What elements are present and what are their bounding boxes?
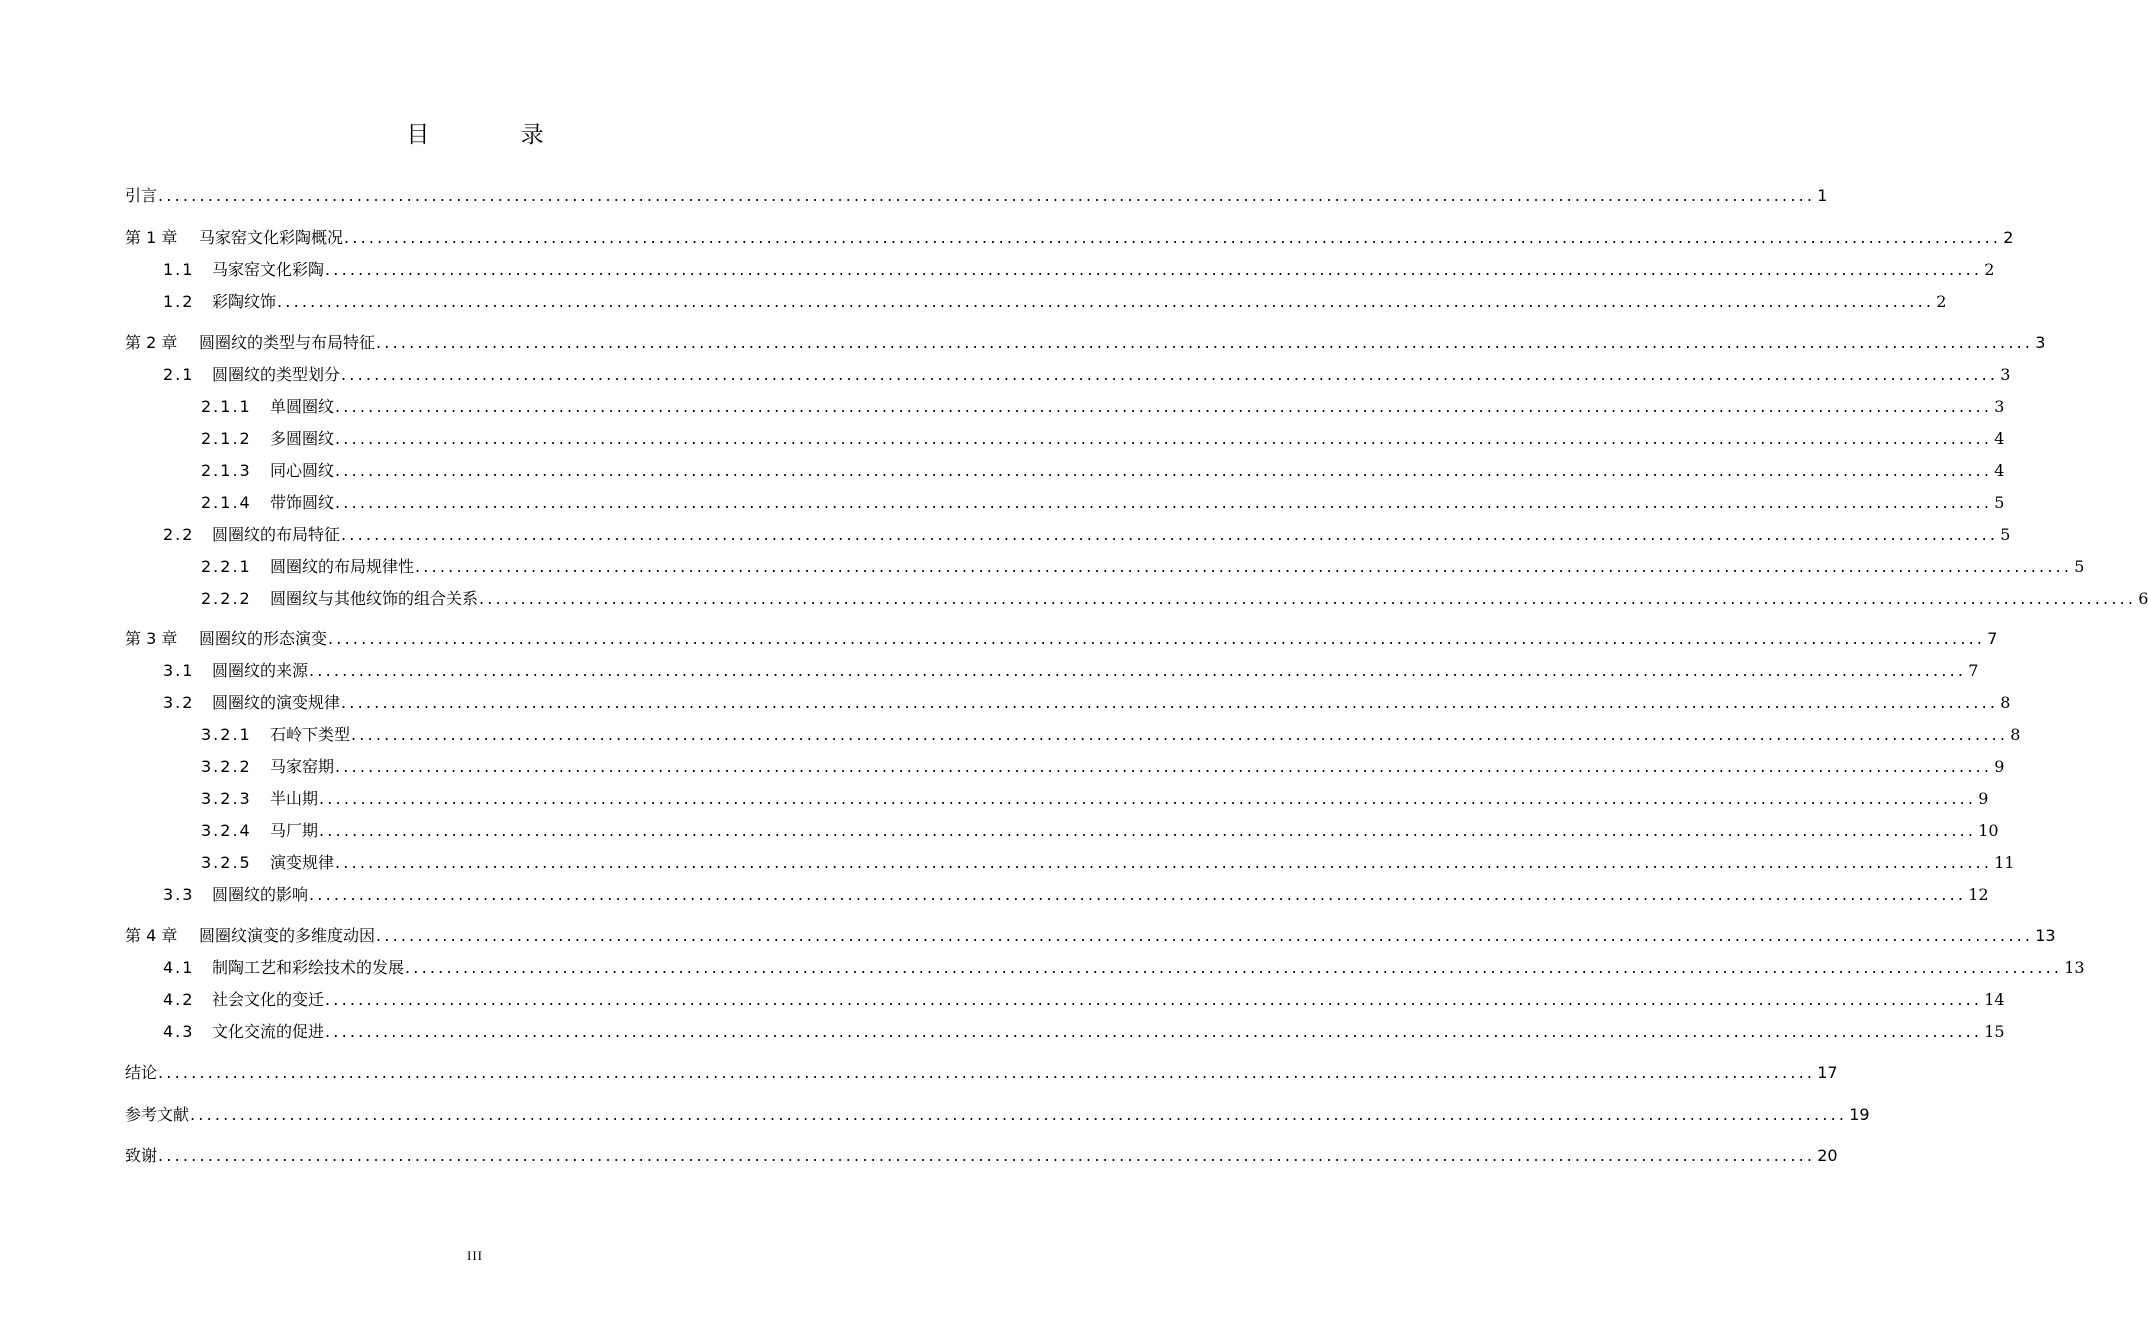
toc-entry-number: 4.1 <box>163 958 195 977</box>
toc-entry-number: 3.2.4 <box>201 821 252 840</box>
toc-entry-page-number: 17 <box>1817 1063 1838 1082</box>
toc-dot-leader: ........................................................................................................................................................................................................ <box>335 853 1993 872</box>
toc-entry[interactable] <box>125 627 1998 651</box>
toc-entry-number: 第 1 章 <box>125 228 178 247</box>
toc-entry-label: 参考文献 <box>125 1105 190 1124</box>
toc-entry-page-number: 20 <box>1817 1146 1838 1165</box>
toc-entry[interactable] <box>125 331 2046 355</box>
toc-entry-page-number: 7 <box>1968 661 1979 680</box>
toc-entry[interactable] <box>201 555 2085 579</box>
toc-entry-page-number: 8 <box>2010 725 2021 744</box>
toc-entry-label: 半山期 <box>270 789 319 808</box>
toc-dot-leader: ........................................................................................................................................................................................................ <box>328 629 1986 648</box>
toc-entry-page-number: 7 <box>1987 629 1998 648</box>
toc-entry-label: 马家窑文化彩陶概况 <box>199 228 344 247</box>
toc-entry[interactable] <box>201 395 2005 419</box>
toc-entry-page-number: 3 <box>2000 365 2011 384</box>
toc-entry[interactable] <box>201 851 2015 875</box>
toc-entry-number: 3.2.2 <box>201 757 252 776</box>
toc-entry-number: 3.2 <box>163 693 195 712</box>
toc-entry-page-number: 5 <box>2074 557 2085 576</box>
toc-dot-leader: ........................................................................................................................................................................................................ <box>479 589 2137 608</box>
toc-entry-page-number: 8 <box>2000 693 2011 712</box>
toc-dot-leader: ........................................................................................................................................................................................................ <box>335 461 1993 480</box>
toc-entry[interactable] <box>163 883 1989 907</box>
toc-entry-page-number: 1 <box>1817 186 1828 205</box>
toc-entry-label: 圆圈纹的演变规律 <box>212 693 341 712</box>
toc-dot-leader: ........................................................................................................................................................................................................ <box>325 990 1983 1009</box>
toc-entry-page-number: 19 <box>1849 1105 1870 1124</box>
toc-entry-number: 2.1.2 <box>201 429 252 448</box>
toc-dot-leader: ........................................................................................................................................................................................................ <box>309 885 1967 904</box>
toc-entry-number: 2.1.1 <box>201 397 252 416</box>
page-number-footer: III <box>467 1248 483 1263</box>
toc-entry[interactable] <box>163 659 1979 683</box>
toc-entry-page-number: 9 <box>1978 789 1989 808</box>
toc-entry[interactable] <box>125 226 2014 250</box>
toc-entry-label: 带饰圆纹 <box>270 493 335 512</box>
toc-dot-leader: ........................................................................................................................................................................................................ <box>325 260 1983 279</box>
toc-dot-leader: ........................................................................................................................................................................................................ <box>415 557 2073 576</box>
toc-entry-page-number: 12 <box>1968 885 1989 904</box>
toc-entry-page-number: 5 <box>1994 493 2005 512</box>
toc-entry-label: 圆圈纹与其他纹饰的组合关系 <box>270 589 479 608</box>
toc-entry-number: 3.2.3 <box>201 789 252 808</box>
toc-entry[interactable] <box>163 523 2011 547</box>
toc-entry-label: 演变规律 <box>270 853 335 872</box>
toc-entry-page-number: 14 <box>1984 990 2005 1009</box>
toc-entry[interactable] <box>125 924 2056 948</box>
toc-dot-leader: ........................................................................................................................................................................................................ <box>344 228 2002 247</box>
toc-dot-leader: ........................................................................................................................................................................................................ <box>158 1146 1816 1165</box>
toc-dot-leader: ........................................................................................................................................................................................................ <box>190 1105 1848 1124</box>
toc-entry[interactable] <box>201 587 2148 611</box>
toc-dot-leader: ........................................................................................................................................................................................................ <box>335 429 1993 448</box>
toc-entry-number: 3.3 <box>163 885 195 904</box>
toc-entry-label: 马家窑文化彩陶 <box>212 260 325 279</box>
toc-dot-leader: ........................................................................................................................................................................................................ <box>319 821 1977 840</box>
toc-entry-number: 4.2 <box>163 990 195 1009</box>
toc-entry-label: 结论 <box>125 1063 158 1082</box>
toc-dot-leader: ........................................................................................................................................................................................................ <box>341 365 1999 384</box>
toc-entry-page-number: 13 <box>2035 926 2056 945</box>
toc-entry[interactable] <box>201 755 2005 779</box>
toc-entry-number: 2.1.4 <box>201 493 252 512</box>
toc-dot-leader: ........................................................................................................................................................................................................ <box>158 1063 1816 1082</box>
toc-entry-page-number: 13 <box>2064 958 2085 977</box>
toc-entry[interactable] <box>201 819 1999 843</box>
toc-entry-page-number: 15 <box>1984 1022 2005 1041</box>
toc-entry-label: 圆圈纹演变的多维度动因 <box>199 926 376 945</box>
toc-entry[interactable] <box>201 723 2021 747</box>
toc-entry-number: 3.2.5 <box>201 853 252 872</box>
toc-entry-number: 2.2 <box>163 525 195 544</box>
toc-entry-number: 2.1.3 <box>201 461 252 480</box>
toc-entry-label: 引言 <box>125 186 158 205</box>
toc-entry[interactable] <box>125 1103 1870 1127</box>
toc-entry-label: 圆圈纹的影响 <box>212 885 309 904</box>
toc-entry-page-number: 3 <box>2035 333 2046 352</box>
toc-entry-label: 圆圈纹的类型划分 <box>212 365 341 384</box>
toc-entry-page-number: 4 <box>1994 461 2005 480</box>
toc-entry-number: 2.2.2 <box>201 589 252 608</box>
toc-entry-number: 1.1 <box>163 260 195 279</box>
page-title: 目 录 <box>406 122 586 148</box>
toc-entry-number: 第 3 章 <box>125 629 178 648</box>
toc-entry-number: 1.2 <box>163 292 195 311</box>
toc-entry-label: 石岭下类型 <box>270 725 351 744</box>
toc-entry-label: 圆圈纹的布局规律性 <box>270 557 415 576</box>
toc-entry[interactable] <box>163 258 1995 282</box>
toc-entry-page-number: 6 <box>2138 589 2148 608</box>
toc-entry-page-number: 9 <box>1994 757 2005 776</box>
toc-entry-page-number: 5 <box>2000 525 2011 544</box>
toc-entry-label: 单圆圈纹 <box>270 397 335 416</box>
toc-entry[interactable] <box>125 1061 1838 1085</box>
toc-entry-page-number: 4 <box>1994 429 2005 448</box>
toc-entry[interactable] <box>201 459 2005 483</box>
toc-entry[interactable] <box>163 956 2085 980</box>
toc-entry-label: 彩陶纹饰 <box>212 292 277 311</box>
toc-entry-number: 3.1 <box>163 661 195 680</box>
toc-entry-page-number: 2 <box>2003 228 2014 247</box>
toc-entry-page-number: 2 <box>1984 260 1995 279</box>
toc-entry-label: 圆圈纹的来源 <box>212 661 309 680</box>
toc-dot-leader: ........................................................................................................................................................................................................ <box>351 725 2009 744</box>
toc-entry-label: 圆圈纹的类型与布局特征 <box>199 333 376 352</box>
toc-entry-number: 2.2.1 <box>201 557 252 576</box>
toc-dot-leader: ........................................................................................................................................................................................................ <box>325 1022 1983 1041</box>
toc-dot-leader: ........................................................................................................................................................................................................ <box>341 525 1999 544</box>
toc-dot-leader: ........................................................................................................................................................................................................ <box>341 693 1999 712</box>
toc-entry[interactable] <box>125 184 1828 208</box>
toc-dot-leader: ........................................................................................................................................................................................................ <box>309 661 1967 680</box>
toc-entry[interactable] <box>163 363 2011 387</box>
toc-entry-number: 3.2.1 <box>201 725 252 744</box>
toc-entry[interactable] <box>201 787 1989 811</box>
toc-entry-label: 马家窑期 <box>270 757 335 776</box>
toc-entry-page-number: 10 <box>1978 821 1999 840</box>
toc-dot-leader: ........................................................................................................................................................................................................ <box>376 333 2034 352</box>
toc-entry-number: 2.1 <box>163 365 195 384</box>
toc-dot-leader: ........................................................................................................................................................................................................ <box>277 292 1935 311</box>
toc-entry[interactable] <box>163 988 2005 1012</box>
toc-entry-label: 文化交流的促进 <box>212 1022 325 1041</box>
toc-entry-label: 马厂期 <box>270 821 319 840</box>
toc-entry[interactable] <box>201 491 2005 515</box>
toc-entry-number: 第 2 章 <box>125 333 178 352</box>
toc-entry-page-number: 2 <box>1936 292 1947 311</box>
toc-entry[interactable] <box>125 1144 1838 1168</box>
toc-dot-leader: ........................................................................................................................................................................................................ <box>319 789 1977 808</box>
toc-entry[interactable] <box>163 691 2011 715</box>
toc-entry-page-number: 11 <box>1994 853 2015 872</box>
toc-entry-label: 致谢 <box>125 1146 158 1165</box>
toc-entry-label: 社会文化的变迁 <box>212 990 325 1009</box>
toc-dot-leader: ........................................................................................................................................................................................................ <box>405 958 2063 977</box>
toc-dot-leader: ........................................................................................................................................................................................................ <box>335 493 1993 512</box>
toc-entry-label: 多圆圈纹 <box>270 429 335 448</box>
toc-dot-leader: ........................................................................................................................................................................................................ <box>158 186 1816 205</box>
toc-entry-number: 第 4 章 <box>125 926 178 945</box>
toc-entry-label: 制陶工艺和彩绘技术的发展 <box>212 958 405 977</box>
toc-entry[interactable] <box>163 290 1947 314</box>
toc-entry[interactable] <box>163 1020 2005 1044</box>
toc-dot-leader: ........................................................................................................................................................................................................ <box>335 397 1993 416</box>
toc-entry[interactable] <box>201 427 2005 451</box>
toc-dot-leader: ........................................................................................................................................................................................................ <box>376 926 2034 945</box>
toc-entry-label: 圆圈纹的布局特征 <box>212 525 341 544</box>
toc-entry-label: 同心圆纹 <box>270 461 335 480</box>
toc-entry-page-number: 3 <box>1994 397 2005 416</box>
toc-entry-label: 圆圈纹的形态演变 <box>199 629 328 648</box>
toc-entry-number: 4.3 <box>163 1022 195 1041</box>
toc-dot-leader: ........................................................................................................................................................................................................ <box>335 757 1993 776</box>
